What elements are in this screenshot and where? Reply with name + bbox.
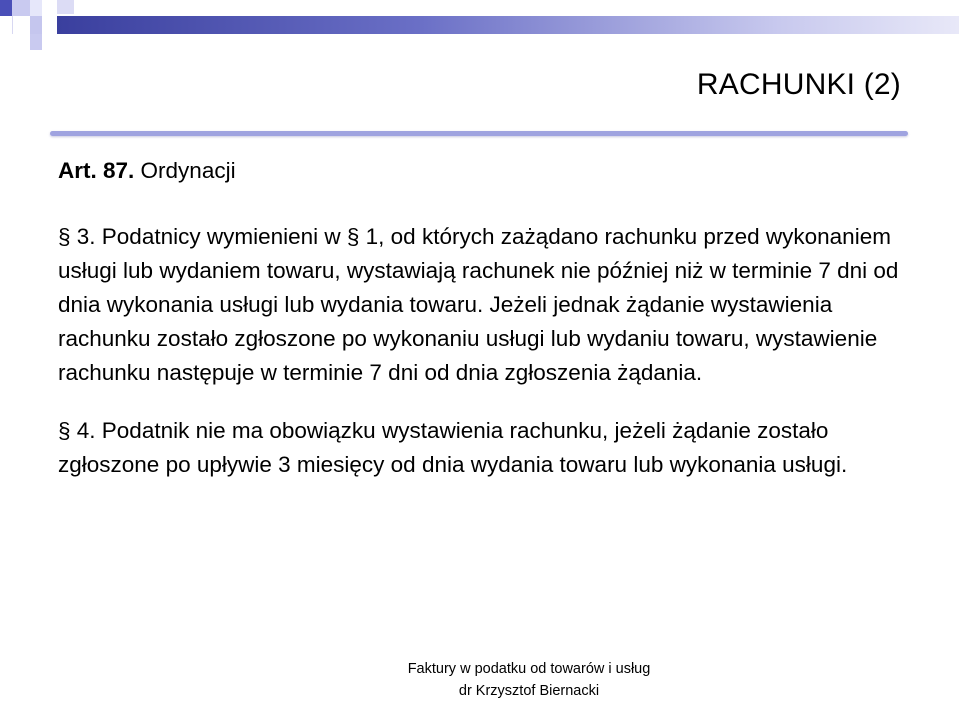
article-heading <box>58 154 908 188</box>
footer-author: dr Krzysztof Biernacki <box>458 683 600 699</box>
slide-footer <box>300 658 758 702</box>
decor-square <box>12 34 30 50</box>
slide-title: RACHUNKI (2) <box>696 68 901 101</box>
decor-square <box>0 0 12 16</box>
decor-square <box>12 16 31 34</box>
article-name: Ordynacji <box>140 158 236 183</box>
header-gradient-bar <box>57 16 959 34</box>
slide-body <box>58 154 908 506</box>
article-number: Art. 87. <box>58 158 135 183</box>
decor-square <box>30 16 42 34</box>
decor-square <box>30 0 42 16</box>
title-divider <box>50 131 908 136</box>
decor-square <box>12 0 30 16</box>
footer-topic: Faktury w podatku od towarów i usług <box>407 661 651 677</box>
decor-square <box>30 34 42 50</box>
paragraph-4: § 4. Podatnik nie ma obowiązku wystawienia rachunku, jeżeli żądanie zostało zgłoszone po upływie 3 miesięcy od dnia wydania towaru lub wykonania usługi. <box>58 418 848 477</box>
paragraph-3: § 3. Podatnicy wymienieni w § 1, od których zażądano rachunku przed wykonaniem usługi lub wydaniem towaru, wystawiają rachunek nie później niż w terminie 7 dni od dnia wykonania usługi lub wydania towaru. Jeżeli jednak żądanie wystawienia rachunku zostało zgłoszone po wykonaniu usługi lub wydaniu towaru, wystawienie rachunku następuje w terminie 7 dni od dnia zgłoszenia żądania. <box>58 224 899 385</box>
decor-square <box>42 16 57 34</box>
decor-square <box>57 0 74 14</box>
